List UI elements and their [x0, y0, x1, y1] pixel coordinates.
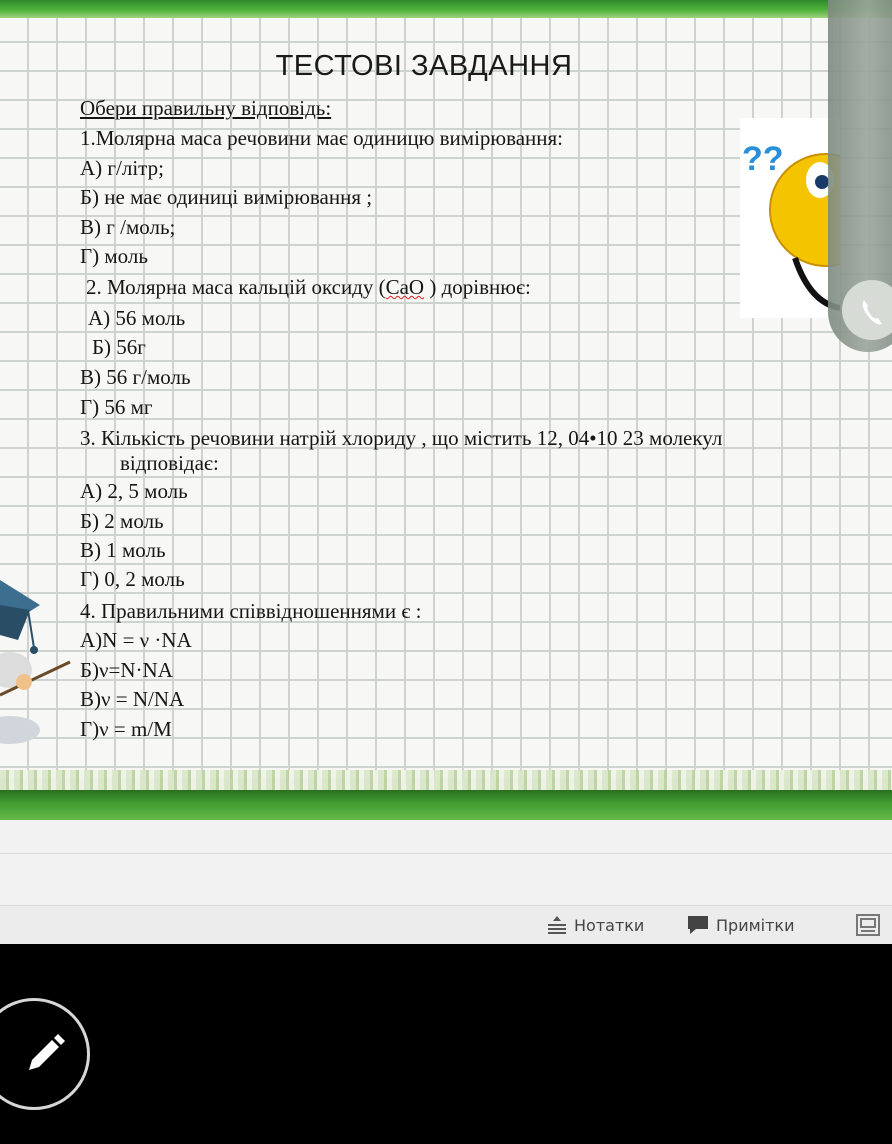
q3-option-a: А) 2, 5 моль: [80, 479, 188, 503]
comment-icon: [686, 914, 710, 936]
grass-border-top: [0, 0, 892, 18]
formula-cao: CaO: [385, 275, 425, 299]
q3-option-d: Г) 0, 2 моль: [80, 567, 185, 591]
toolbar-divider: [0, 853, 892, 854]
q4-option-a: А)N = ν ·NA: [80, 628, 192, 652]
question-3-cont: відповідає:: [120, 451, 219, 475]
q2-option-d: Г) 56 мг: [80, 395, 153, 419]
q3-option-b: Б) 2 моль: [80, 509, 164, 533]
pencil-icon: [21, 1030, 69, 1078]
q4-option-b: Б)ν=N·NA: [80, 658, 173, 682]
q2-option-a: А) 56 моль: [88, 306, 186, 330]
q4-option-d: Г)ν = m/M: [80, 717, 172, 741]
grass-border-bottom: [0, 790, 892, 820]
question-4: 4. Правильними співвідношеннями є :: [80, 599, 422, 623]
question-3: 3. Кількість речовини натрій хлориду , що містить 12, 04•10 23 молекул: [80, 426, 723, 450]
q2-option-b: Б) 56г: [92, 335, 146, 359]
q1-option-c: В) г /моль;: [80, 215, 176, 239]
view-toggle-button[interactable]: [854, 912, 882, 938]
slide-title: ТЕСТОВІ ЗАВДАННЯ: [275, 50, 573, 82]
q1-option-d: Г) моль: [80, 244, 148, 268]
phone-button[interactable]: [842, 280, 892, 340]
thinking-smiley-icon: [740, 118, 840, 318]
comments-label: Примітки: [716, 915, 795, 935]
comments-button[interactable]: [686, 912, 794, 938]
q2-option-c: В) 56 г/моль: [80, 365, 191, 389]
q3-option-c: В) 1 моль: [80, 538, 166, 562]
q4-option-c: В)ν = N/NA: [80, 687, 185, 711]
question-1: 1.Молярна маса речовини має одиницю вимірювання:: [80, 126, 564, 150]
notes-icon: [546, 915, 568, 935]
grass-strip: [0, 770, 892, 792]
graduate-character-icon: [0, 560, 80, 760]
question-marks-text: ??: [742, 140, 784, 178]
black-overlay: [0, 944, 892, 1144]
q1-option-b: Б) не має одиниці вимірювання ;: [80, 185, 373, 209]
question-2: 2. Молярна маса кальцій оксиду (CaO ) дорівнює:: [86, 275, 531, 299]
phone-icon: [842, 280, 892, 340]
slide-view-icon: [854, 912, 882, 938]
q1-option-a: А) г/літр;: [80, 156, 164, 180]
instruction: Обери правильну відповідь:: [80, 96, 332, 120]
notes-label: Нотатки: [574, 915, 645, 935]
notes-button[interactable]: [546, 912, 644, 938]
